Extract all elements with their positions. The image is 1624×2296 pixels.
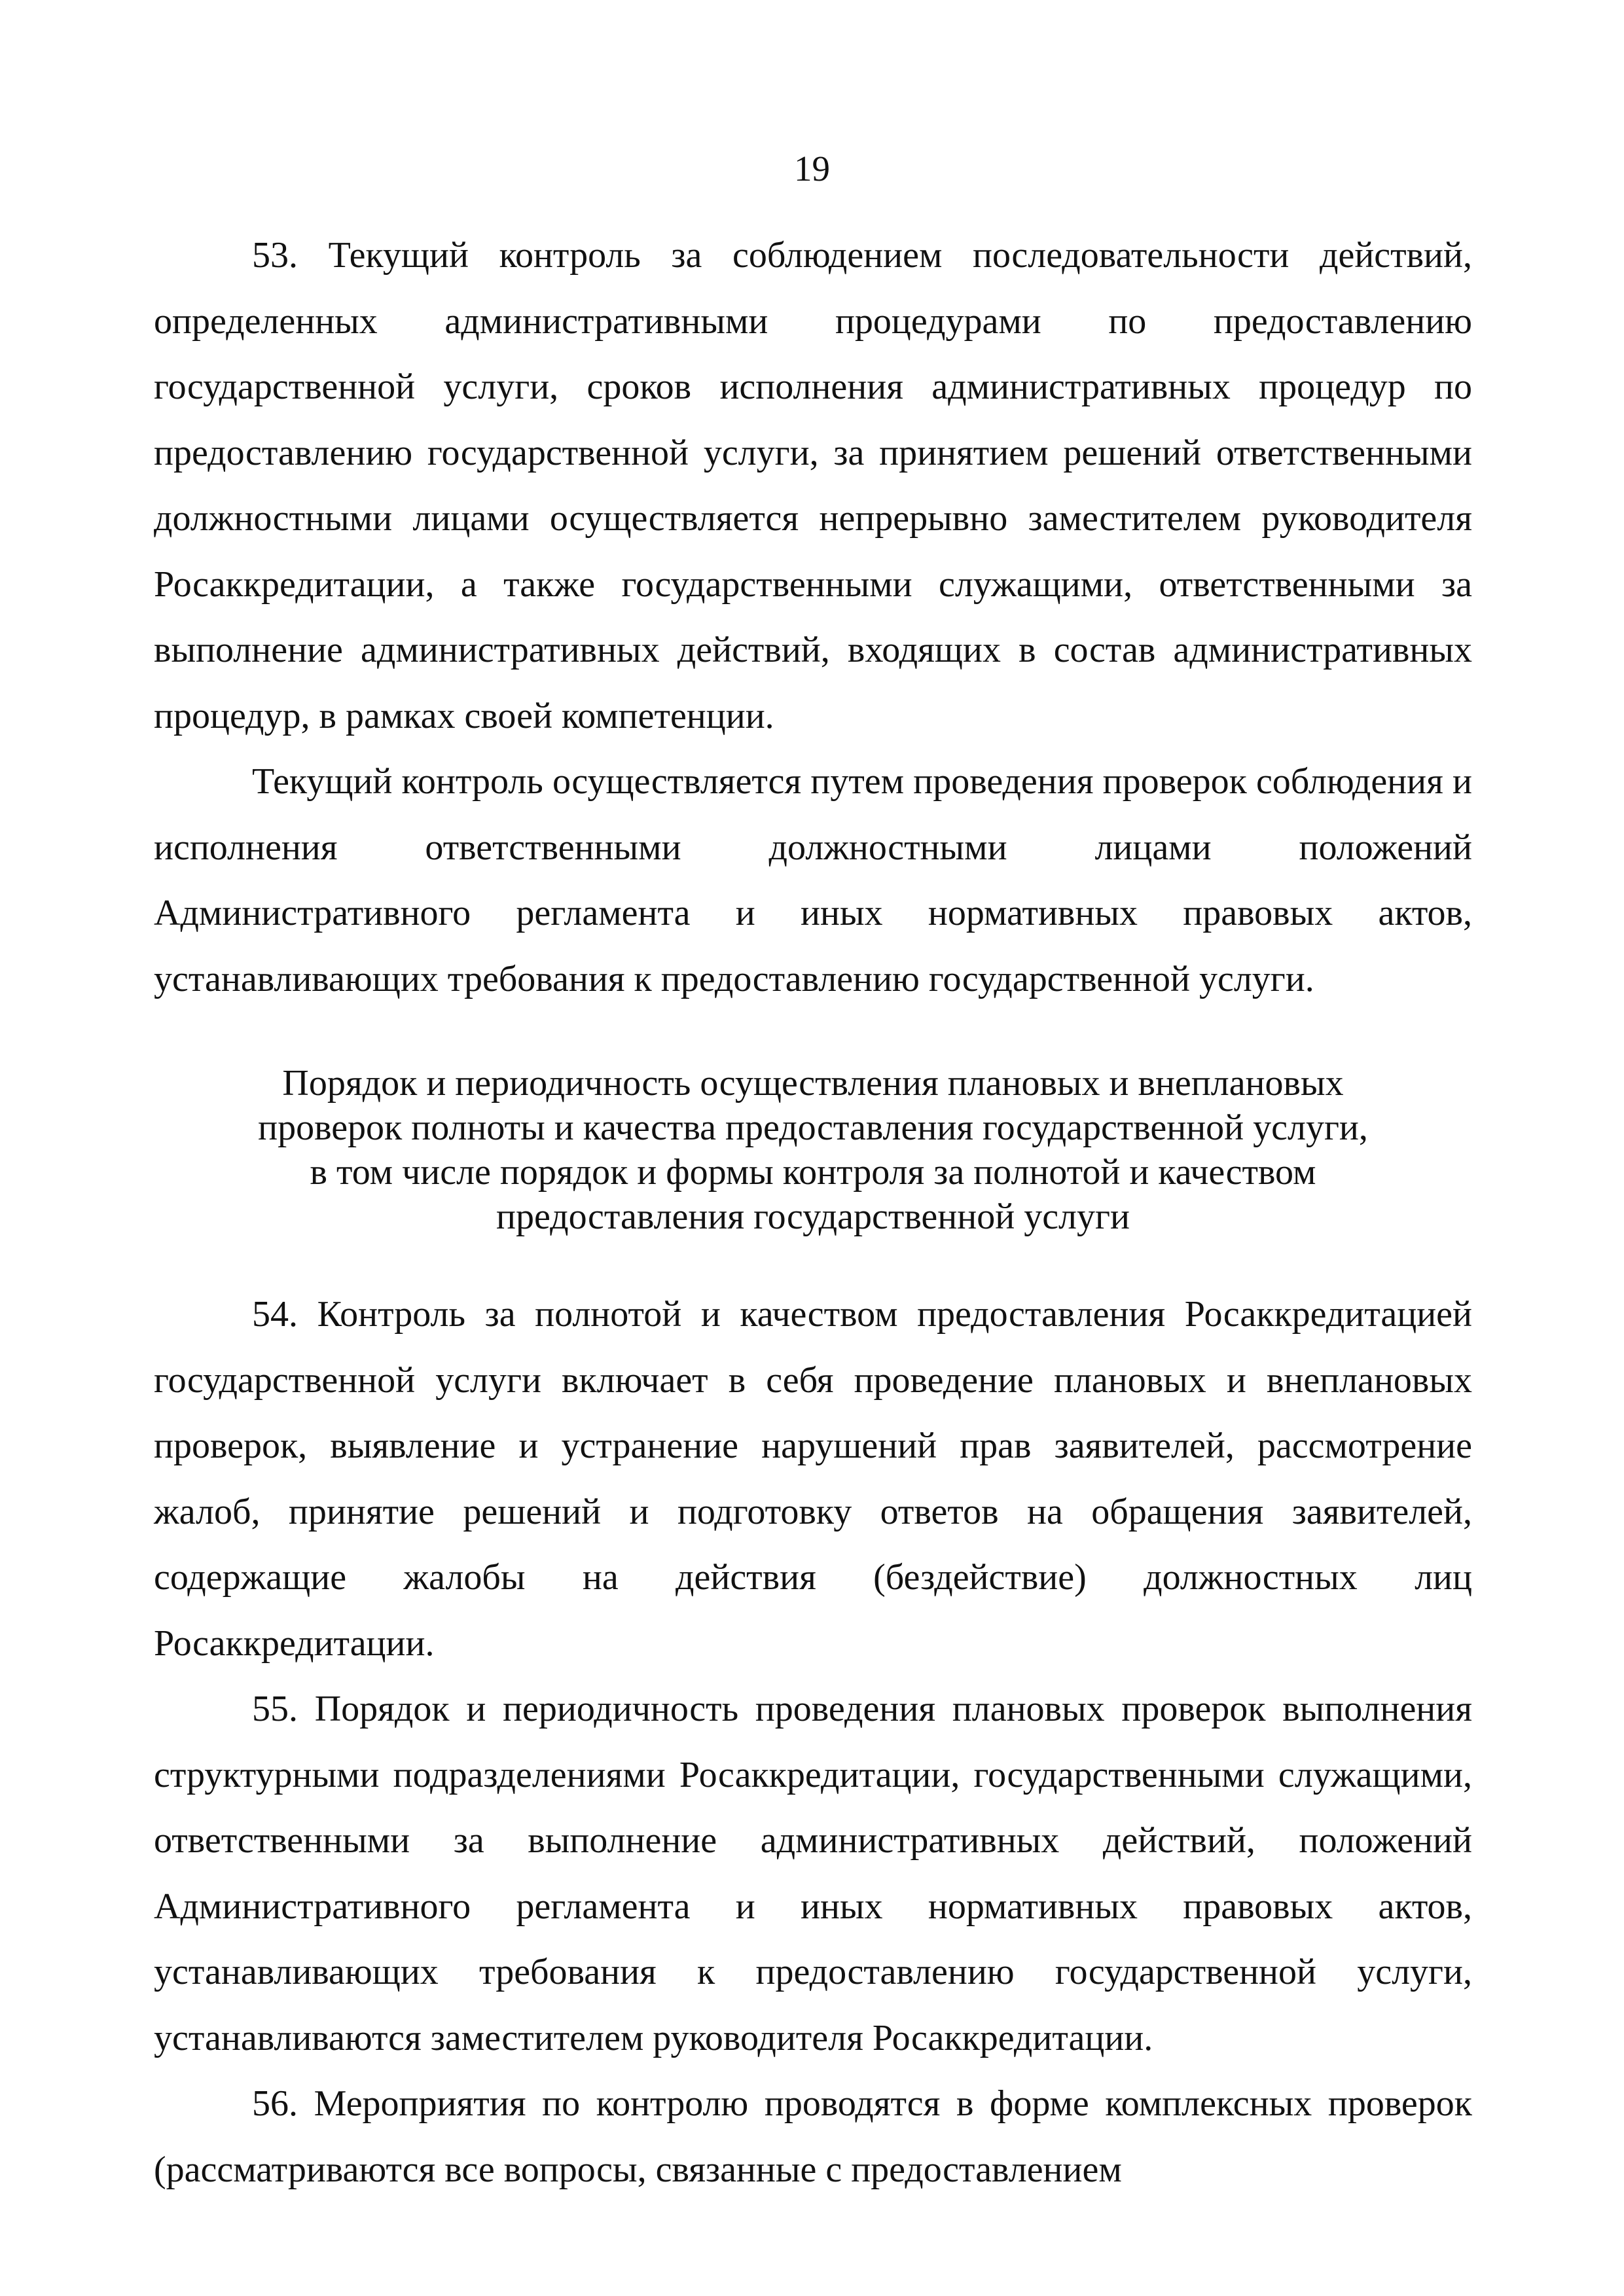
heading-line: проверок полноты и качества предоставления государственной услуги, <box>258 1107 1368 1148</box>
paragraph-53-continuation: Текущий контроль осуществляется путем проведения проверок соблюдения и исполнения ответственными должностными лицами положений Административного регламента и иных нормативных правовых актов, устанавливающих требования к предоставлению государственной услуги. <box>154 761 1472 999</box>
paragraph-55: 55. Порядок и периодичность проведения плановых проверок выполнения структурными подразделениями Росаккредитации, государственными служащими, ответственными за выполнение административных действий, положений Административного регламента и иных нормативных правовых актов, устанавливающих требования к предоставлению государственной услуги, устанавливаются заместителем руководителя Росаккредитации. <box>154 1689 1472 2058</box>
document-body <box>154 223 1472 2202</box>
section-heading <box>154 1061 1472 1239</box>
paragraph-53: 53. Текущий контроль за соблюдением последовательности действий, определенных административными процедурами по предоставлению государственной услуги, сроков исполнения административных процедур по предоставлению государственной услуги, за принятием решений ответственными должностными лицами осуществляется непрерывно заместителем руководителя Росаккредитации, а также государственными служащими, ответственными за выполнение административных действий, входящих в состав административных процедур, в рамках своей компетенции. <box>154 235 1472 736</box>
paragraph-56: 56. Мероприятия по контролю проводятся в форме комплексных проверок (рассматриваются все вопросы, связанные с предоставлением <box>154 2083 1472 2190</box>
heading-line: Порядок и периодичность осуществления плановых и внеплановых <box>282 1063 1344 1103</box>
heading-line: предоставления государственной услуги <box>496 1196 1130 1237</box>
heading-line: в том числе порядок и формы контроля за полнотой и качеством <box>310 1152 1316 1193</box>
page-number: 19 <box>794 149 830 188</box>
paragraph-54: 54. Контроль за полнотой и качеством предоставления Росаккредитацией государственной услуги включает в себя проведение плановых и внеплановых проверок, выявление и устранение нарушений прав заявителей, рассмотрение жалоб, принятие решений и подготовку ответов на обращения заявителей, содержащие жалобы на действия (бездействие) должностных лиц Росаккредитации. <box>154 1294 1472 1664</box>
